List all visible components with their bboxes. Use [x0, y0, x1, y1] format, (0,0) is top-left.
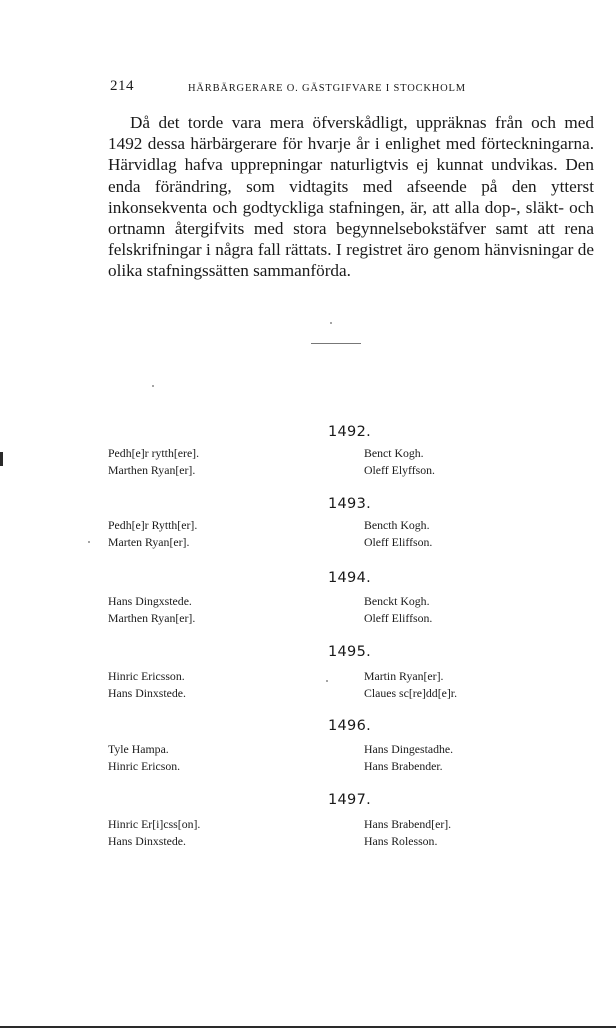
running-head: HÄRBÄRGERARE O. GÄSTGIFVARE I STOCKHOLM — [188, 83, 466, 94]
name-entry: Hans Rolesson. — [364, 834, 438, 848]
year-heading-1496: 1496. — [328, 718, 372, 734]
year-1492-right-names — [364, 445, 435, 479]
name-entry: Hans Dingestadhe. — [364, 742, 454, 756]
print-speck — [326, 680, 328, 682]
name-entry: Hans Dinxstede. — [108, 686, 186, 700]
name-entry: Hans Brabender. — [364, 759, 443, 773]
year-1492-left-names — [108, 445, 199, 479]
name-entry: Bencth Kogh. — [364, 518, 430, 532]
name-entry: Oleff Eliffson. — [364, 611, 433, 625]
year-1493-left-names — [108, 517, 197, 551]
print-speck — [330, 322, 332, 324]
name-entry: Benct Kogh. — [364, 446, 424, 460]
year-1494-left-names — [108, 593, 195, 627]
name-entry: Marthen Ryan[er]. — [108, 463, 196, 477]
print-speck — [152, 385, 154, 387]
year-1494-right-names — [364, 593, 432, 627]
name-entry: Benckt Kogh. — [364, 594, 430, 608]
name-entry: Hinric Ericson. — [108, 759, 181, 773]
year-1497-right-names — [364, 816, 451, 850]
year-1495-right-names — [364, 668, 457, 702]
name-entry: Hinric Er[i]css[on]. — [108, 817, 201, 831]
name-entry: Pedh[e]r rytth[ere]. — [108, 446, 200, 460]
name-entry: Marthen Ryan[er]. — [108, 611, 196, 625]
year-heading-1497: 1497. — [328, 792, 372, 808]
scan-edge-mark — [0, 452, 3, 466]
name-entry: Hans Brabend[er]. — [364, 817, 452, 831]
year-1495-left-names — [108, 668, 186, 702]
name-entry: Hans Dingxstede. — [108, 594, 192, 608]
year-heading-1495: 1495. — [328, 644, 372, 660]
name-entry: Claues sc[re]dd[e]r. — [364, 686, 458, 700]
year-1496-right-names — [364, 741, 453, 775]
name-entry: Pedh[e]r Rytth[er]. — [108, 518, 198, 532]
year-heading-1494: 1494. — [328, 570, 372, 586]
name-entry: Oleff Elyffson. — [364, 463, 435, 477]
print-speck — [88, 541, 90, 543]
year-heading-1492: 1492. — [328, 424, 372, 440]
name-entry: Oleff Eliffson. — [364, 535, 433, 549]
year-1496-left-names — [108, 741, 180, 775]
section-separator — [311, 343, 361, 344]
page-number: 214 — [110, 78, 134, 94]
name-entry: Hinric Ericsson. — [108, 669, 185, 683]
year-1493-right-names — [364, 517, 432, 551]
year-heading-1493: 1493. — [328, 496, 372, 512]
year-1497-left-names — [108, 816, 200, 850]
name-entry: Marten Ryan[er]. — [108, 535, 190, 549]
name-entry: Tyle Hampa. — [108, 742, 169, 756]
name-entry: Martin Ryan[er]. — [364, 669, 444, 683]
name-entry: Hans Dinxstede. — [108, 834, 186, 848]
intro-paragraph: Då det torde vara mera öfverskådligt, uppräknas från och med 1492 dessa härbärgerare för hvarje år i enlighet med förteckningarna. Härvidlag hafva upprepningar naturligtvis ej kunnat undvikas. Den enda förändring, som vidtagits med afseende på den ytterst inkonsekventa och godtyckliga stafningen, är, att alla dop-, släkt- och ortnamn återgifvits med stora begynnelsebokstäfver samt att rena felskrifningar i några fall rättats. I registret äro genom hänvisningar de olika stafningssätten sammanförda. — [108, 113, 594, 281]
